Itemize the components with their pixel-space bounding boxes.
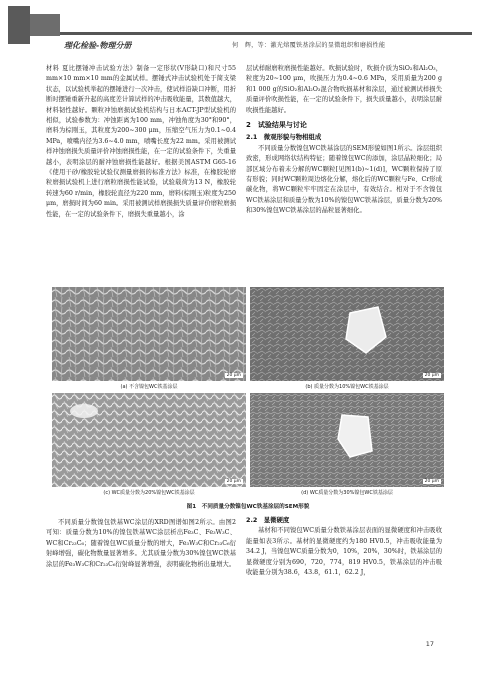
scale-label: 20 μm: [226, 373, 241, 378]
scale-label: 20 μm: [226, 479, 241, 484]
subfigure-caption-c: (c) WC质量分数为20%镍包WC铁基涂层: [103, 490, 195, 496]
page-header: [0, 0, 480, 56]
subfigure-caption-a: (a) 不含镍包WC铁基涂层: [120, 384, 178, 390]
subsection-heading: 2.1 微观形貌与物相组成: [246, 133, 322, 142]
scale-label: 20 μm: [424, 373, 439, 378]
right-column-bottom: [246, 514, 442, 578]
journal-name: 理化检验-物理分册: [64, 41, 132, 50]
body-paragraph: 不同质量分数镍包WC铁基涂层的SEM形貌如图1所示。涂层组织致密，形成网络状结构特征；随着镍包WC的添加，涂层晶粒细化；局部区域分布着未分解的WC颗粒[见图1(b)~1(d)]，WC颗粒保持了原有形貌；同时WC颗粒周边熔化分解，熔化后的WC颗粒与Fe、Cr形成碳化物，将WC颗粒牢牢固定在涂层中，有效结合。相对于不含镍包WC铁基涂层和质量分数为10%的镍包WC铁基涂层，质量分数为20%和30%镍包WC铁基涂层的晶粒显著细化。: [246, 144, 442, 215]
journal-logo-icon: [8, 6, 30, 44]
sem-image-c: [52, 393, 246, 487]
sem-image-b: [250, 287, 444, 381]
page-number: 17: [425, 640, 434, 648]
section-heading: 2 试验结果与讨论: [246, 121, 307, 130]
body-paragraph: 基材和不同镍包WC质量分数铁基涂层表面的显微硬度和冲击吸收能量如表3所示。基材的显微硬度约为180 HV0.5，冲击吸收能量为34.2 J，当镍包WC质量分数为0，10%，20%，30%时，铁基涂层的显微硬度分别为690，720，774，819 HV0.5，铁基涂层的冲击吸收能量分别为38.6，43.8，61.1，62.2 J，: [246, 527, 442, 577]
journal-logo-mark: [30, 14, 60, 36]
subsection-heading: 2.2 显微硬度: [246, 516, 290, 524]
body-paragraph: 材料 夏比摆锤冲击试验方法》制备一定形状(V形缺口)和尺寸55 mm×10 mm×10 mm的金属试样。摆锤式冲击试验机处于简支梁状态，以试验机举起的摆锤进行一次冲击，使试样沿缺口冲断，用折断时摆锤重新升起的高度差计算试样的冲击吸收能量，其数值越大，材料韧性越好。颗粒冲蚀磨损试验机结构与日本ACT-JP型试验机的相似，试验参数为：冲蚀距离为100 mm，冲蚀角度为30°和90°，磨料为棕刚玉，其粒度为200~300 μm，压缩空气压力为0.1~0.4 MPa，喷嘴内径为3.6~4.0 mm，喷嘴长度为22 mm。采用被测试样冲蚀磨损失质量评价冲蚀磨损性能，在一定的试验条件下，失重量越小，表明涂层的耐冲蚀磨损性能越好。根据美国ASTM G65-16《使用干砂/橡胶轮试验仪测量磨损的标准方法》标准，在橡胶轮磨粒磨损试验机上进行磨粒磨损性能试验，试验载荷为13 N，橡胶轮转速为60 r/min，橡胶轮直径为220 mm，磨料(棕刚玉)粒度为250 μm，磨损时间为60 min。采用被测试样磨损损失质量评价磨粒磨损性能，在一定的试验条件下，磨损失重量越小，涂: [46, 65, 236, 218]
header-rule: [60, 32, 472, 35]
sem-figure: [52, 287, 444, 499]
sem-image-d: [250, 393, 444, 487]
scale-label: 20 μm: [424, 479, 439, 484]
subfigure-caption-d: (d) WC质量分数为30%镍包WC铁基涂层: [301, 490, 393, 496]
subfigure-caption-b: (b) 质量分数为10%镍包WC铁基涂层: [305, 384, 389, 390]
left-column: [46, 64, 236, 220]
body-paragraph: 不同质量分数镍包铁基WC涂层的XRD图谱如图2所示。由图2可知：质量分数为10%的镍包铁基WC涂层析出Fe₃C、Fe₃W₃C、WC和Cr₂₃C₆；随着镍包WC质量分数的增大，Fe₃W₃C和Cr₂₃C₆衍射峰增强，碳化物数量显著增多。尤其质量分数为30%镍包WC铁基涂层的Fe₃W₃C和Cr₂₃C₆衍射峰显著增强，表明碳化物析出量增大。: [46, 519, 236, 568]
body-paragraph: 层试样耐磨粒磨损性能越好。吹损试验时，吹损介质为SiO₂和Al₂O₃，粒度为20~100 μm，吹损压力为0.4~0.6 MPa，采用质量为200 g和1 000 g的SiO₂和Al₂O₃混合物吹损基材和涂层，通过被测试样损失质量评价吹损性能，在一定的试验条件下，损失质量越小，表明涂层耐吹损性能越好。: [246, 65, 442, 114]
left-column-bottom: [46, 518, 236, 570]
sem-image-a: [52, 287, 246, 381]
figure-caption: 图1 不同质量分数镍包WC铁基涂层的SEM形貌: [186, 504, 310, 510]
running-head: 何 辉，等：激光熔覆铁基涂层的显微组织和磨损性能: [232, 42, 386, 49]
right-column: [246, 64, 442, 217]
